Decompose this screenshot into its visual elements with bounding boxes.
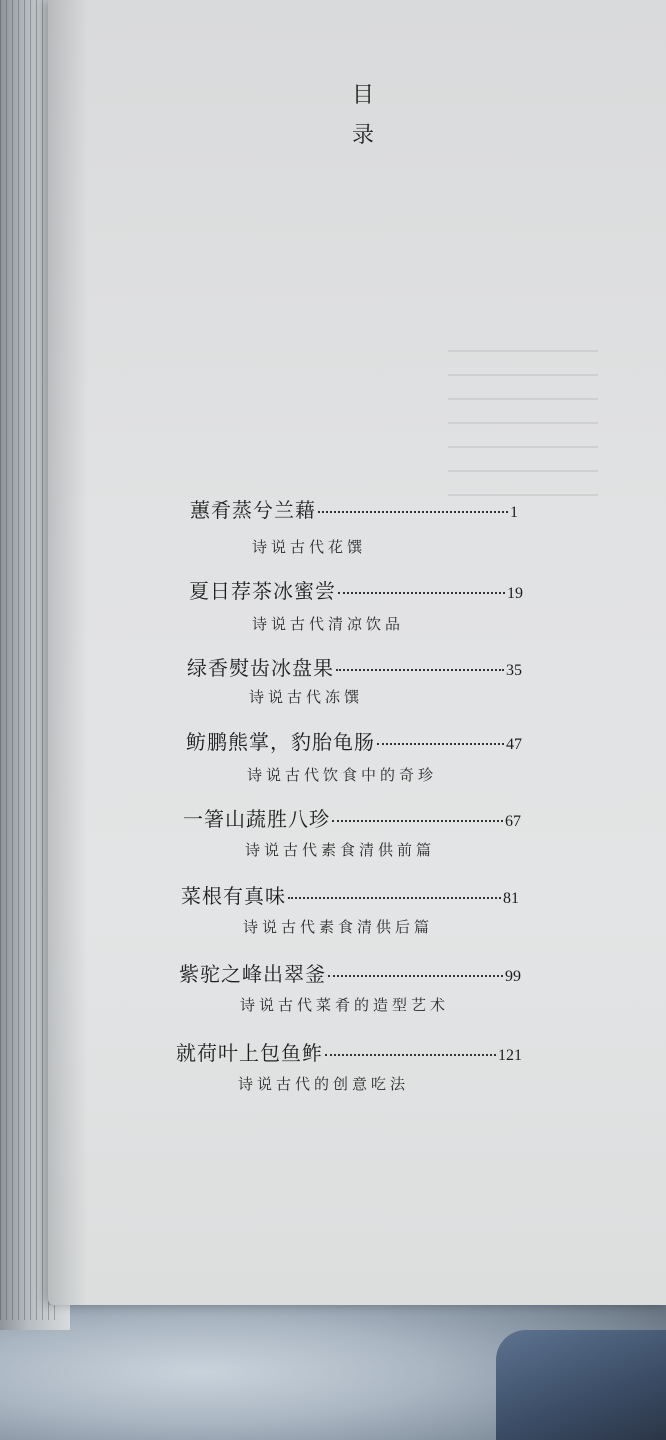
entry-subtitle: 诗说古代素食清供后篇 (243, 918, 434, 936)
entry-title: 紫驼之峰出翠釜 (179, 962, 326, 986)
entry-title: 一箸山蔬胜八珍 (183, 807, 330, 831)
page-shadow (48, 0, 88, 1305)
entry-page: 121 (498, 1047, 522, 1064)
entry-title: 绿香熨齿冰盘果 (187, 656, 334, 680)
show-through-text (448, 350, 598, 500)
toc-entry (181, 880, 519, 909)
entry-page: 1 (510, 504, 518, 521)
leader-dots (377, 743, 504, 745)
leader-dots (288, 897, 501, 899)
leader-dots (318, 511, 508, 513)
entry-page: 19 (507, 585, 523, 602)
entry-subtitle: 诗说古代的创意吃法 (238, 1075, 410, 1093)
entry-subtitle: 诗说古代清凉饮品 (252, 615, 405, 633)
entry-title: 就荷叶上包鱼鲊 (176, 1041, 323, 1065)
entry-page: 99 (505, 968, 521, 985)
leader-dots (338, 592, 505, 594)
entry-page: 67 (505, 813, 521, 830)
toc-entry (189, 575, 523, 604)
entry-subtitle: 诗说古代素食清供前篇 (245, 841, 436, 859)
entry-subtitle: 诗说古代饮食中的奇珍 (247, 766, 438, 784)
toc-entry (179, 958, 521, 987)
jeans-background (496, 1330, 666, 1440)
entry-title: 鲂鹏熊掌，豹胎龟肠 (186, 730, 375, 754)
entry-subtitle: 诗说古代冻馔 (249, 688, 364, 706)
entry-subtitle: 诗说古代菜肴的造型艺术 (240, 996, 450, 1014)
entry-page: 47 (506, 736, 522, 753)
leader-dots (332, 820, 503, 822)
leader-dots (336, 669, 504, 671)
toc-entry (190, 494, 518, 523)
entry-page: 81 (503, 890, 519, 907)
entry-title: 菜根有真味 (181, 884, 286, 908)
toc-heading-2: 录 (351, 123, 374, 148)
toc-entry (176, 1037, 522, 1066)
entry-subtitle: 诗说古代花馔 (252, 538, 367, 556)
toc-entry (186, 726, 522, 755)
entry-page: 35 (506, 662, 522, 679)
entry-title: 夏日荐茶冰蜜尝 (189, 579, 336, 603)
entry-title: 蕙肴蒸兮兰藉 (190, 498, 316, 522)
toc-heading-1: 目 (351, 83, 374, 108)
toc-entry (187, 652, 522, 681)
leader-dots (328, 975, 503, 977)
leader-dots (325, 1054, 496, 1056)
toc-entry (183, 803, 521, 832)
